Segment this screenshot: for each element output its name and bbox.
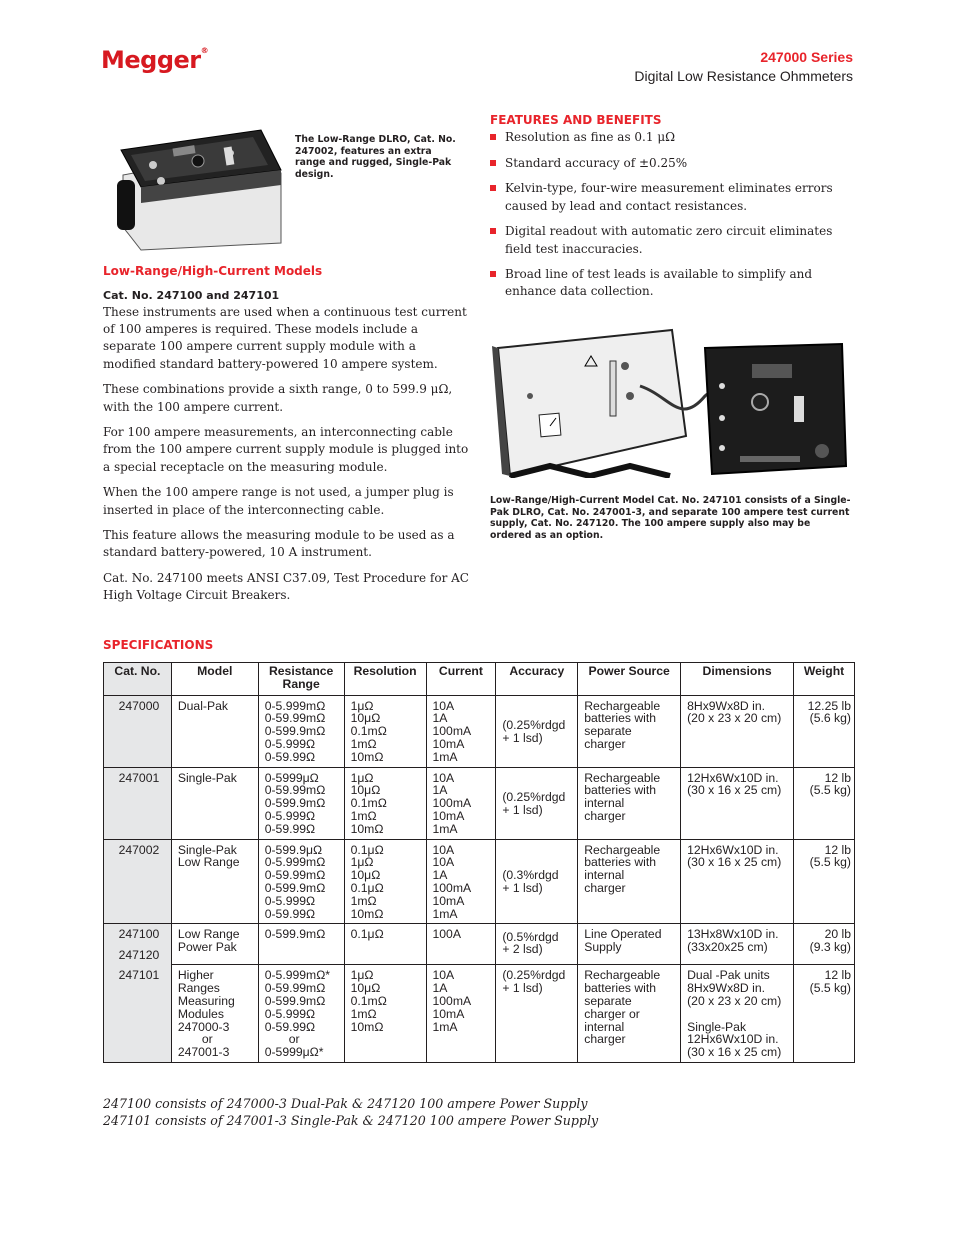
cell-line: 10mΩ — [350, 749, 384, 764]
table-note: 247101 consists of 247001-3 Single-Pak & 247120 100 ampere Power Supply — [103, 1112, 599, 1128]
column-header — [258, 663, 344, 696]
cell-line: 0.1mΩ — [350, 796, 387, 811]
table-cell-dimensions — [681, 767, 794, 839]
cell-line: (5.6 kg) — [809, 711, 851, 726]
cell-line: 1A — [432, 711, 448, 726]
cell-line: 10μΩ — [350, 868, 381, 883]
table-row — [104, 924, 855, 965]
clipped-footnote-fragment — [103, 1147, 107, 1153]
cell-line: 12Hx6Wx10D in. — [687, 1032, 779, 1047]
cell-line: (9.3 kg) — [809, 940, 851, 955]
cell-line: 10mA — [432, 893, 465, 908]
cell-line: 1μΩ — [350, 855, 374, 870]
logo-mark: ® — [200, 46, 209, 55]
table-cell-power — [578, 839, 681, 924]
cell-line: batteries with — [584, 981, 657, 996]
bullet-icon — [490, 134, 496, 140]
cell-line: 12.25 lb — [807, 698, 851, 713]
table-cell-resolution — [344, 839, 426, 924]
table-row — [104, 839, 855, 924]
cell-line: Low Range — [177, 855, 240, 870]
cell-line: 0-5999μΩ* — [264, 1045, 324, 1060]
cell-line: 0-59.99Ω — [264, 906, 316, 921]
cell-line: 1μΩ — [350, 698, 374, 713]
table-note: 247100 consists of 247000-3 Dual-Pak & 247120 100 ampere Power Supply — [103, 1096, 588, 1111]
cell-line: 0-59.99mΩ — [264, 711, 326, 726]
low-range-body — [103, 304, 469, 613]
cell-line: 12 lb — [824, 842, 851, 857]
table-cell-cat — [104, 924, 172, 965]
cell-line: 0-5.999mΩ* — [264, 968, 331, 983]
specifications-table — [103, 662, 855, 1063]
cell-line: 247100 — [118, 927, 160, 942]
cell-line: 1A — [432, 783, 448, 798]
table-cell-current — [426, 839, 496, 924]
cell-line: batteries with — [584, 783, 657, 798]
cell-line: charger or — [584, 1006, 640, 1021]
table-cell-range — [258, 924, 344, 965]
feature-text: Broad line of test leads is available to simplify and enhance data collection. — [505, 267, 813, 299]
cell-line: 20 lb — [824, 927, 851, 942]
table-cell-current — [426, 695, 496, 767]
cell-line: (0.5%rdgd — [502, 929, 559, 944]
table-cell-power — [578, 924, 681, 965]
cell-line: 0-5.999Ω — [264, 893, 316, 908]
table-cell-accuracy — [496, 695, 578, 767]
cell-line: 0.1μΩ — [350, 927, 384, 942]
cell-line: + 1 lsd) — [502, 802, 543, 817]
feature-item — [490, 155, 850, 172]
feature-text: Standard accuracy of ±0.25% — [505, 155, 688, 170]
dlro-247002-photo — [113, 125, 283, 255]
table-cell-model — [171, 839, 258, 924]
cell-line: 1mΩ — [350, 808, 377, 823]
cell-line: batteries with — [584, 855, 657, 870]
feature-text: Kelvin-type, four-wire measurement eliminates errors caused by lead and contact resistances. — [505, 181, 833, 213]
table-cell-model — [171, 695, 258, 767]
cell-line: + 2 lsd) — [502, 942, 543, 957]
cell-line: (30 x 16 x 25 cm) — [687, 1045, 782, 1060]
cell-line: 12Hx6Wx10D in. — [687, 842, 779, 857]
cell-line: Measuring — [177, 994, 235, 1009]
cell-line: charger — [584, 880, 626, 895]
cell-line: 0-599.9mΩ — [264, 927, 326, 942]
table-cell-weight — [794, 695, 855, 767]
table-cell-current — [426, 767, 496, 839]
cell-line: 0.1μΩ — [350, 880, 384, 895]
cell-line: 13Hx8Wx10D in. — [687, 927, 779, 942]
cell-line: 100mA — [432, 880, 472, 895]
cell-line: Dual -Pak units — [687, 968, 770, 983]
cell-line: 0-599.9mΩ — [264, 796, 326, 811]
cell-line: 247002 — [118, 842, 160, 857]
megger-logo — [101, 46, 208, 74]
cell-line: 10μΩ — [350, 783, 381, 798]
cell-line: 10mΩ — [350, 821, 384, 836]
low-range-paragraph: These instruments are used when a continuous test current of 100 amperes is required. These models include a separate 100 ampere current supply module with a modified standard battery-powered 10 ampere system. — [103, 305, 467, 371]
cell-line: 10A — [432, 770, 455, 785]
cell-line: charger — [584, 1032, 626, 1047]
cell-line: + 1 lsd) — [502, 981, 543, 996]
cell-line: internal — [584, 796, 625, 811]
specifications-heading: SPECIFICATIONS — [103, 638, 214, 652]
low-range-paragraph: This feature allows the measuring module to be used as a standard battery-powered, 10 A instrument. — [103, 528, 455, 560]
feature-item — [490, 180, 850, 214]
cell-line: 1A — [432, 868, 448, 883]
cell-line: Higher — [177, 968, 214, 983]
cell-line: (0.25%rdgd — [502, 789, 566, 804]
table-cell-dimensions — [681, 965, 794, 1063]
cell-line: 0-599.9mΩ — [264, 724, 326, 739]
cell-line: 100mA — [432, 724, 472, 739]
cell-line: 100mA — [432, 994, 472, 1009]
cell-line: 247120 — [118, 948, 160, 963]
cell-line: 10mA — [432, 808, 465, 823]
cell-line: 1mA — [432, 749, 458, 764]
features-list — [490, 129, 850, 309]
cell-line: Single-Pak — [177, 770, 237, 785]
cell-line: 0-59.99Ω — [264, 821, 316, 836]
cell-line: (5.5 kg) — [809, 981, 851, 996]
cell-line: 0-5.999mΩ — [264, 698, 326, 713]
cell-line: charger — [584, 808, 626, 823]
table-cell-power — [578, 965, 681, 1063]
table-cell-power — [578, 695, 681, 767]
cell-line: 247000 — [118, 698, 160, 713]
cell-line: 100A — [432, 927, 461, 942]
low-range-paragraph: When the 100 ampere range is not used, a jumper plug is inserted in place of the interconnecting cable. — [103, 485, 454, 517]
table-cell-current — [426, 924, 496, 965]
cell-line: Power Pak — [177, 940, 237, 955]
table-cell-model — [171, 924, 258, 965]
column-header: Accuracy — [496, 663, 578, 696]
table-cell-accuracy — [496, 839, 578, 924]
features-heading: FEATURES AND BENEFITS — [490, 113, 662, 127]
table-cell-model — [171, 767, 258, 839]
cell-line: 0-5.999Ω — [264, 736, 316, 751]
cell-line: 1mA — [432, 1019, 458, 1034]
table-cell-power — [578, 767, 681, 839]
cell-line: 0-5.999Ω — [264, 808, 316, 823]
table-cell-dimensions — [681, 839, 794, 924]
cell-line: 1mΩ — [350, 893, 377, 908]
cell-line: separate — [584, 994, 632, 1009]
bullet-icon — [490, 160, 496, 166]
cell-line: 1mΩ — [350, 736, 377, 751]
cell-line: 247101 — [118, 967, 160, 982]
cell-line: Line Operated — [584, 927, 662, 942]
table-cell-weight — [794, 839, 855, 924]
low-range-heading: Low-Range/High-Current Models — [103, 264, 323, 278]
cell-line: 0-59.99mΩ — [264, 783, 326, 798]
feature-item — [490, 129, 850, 146]
cell-line: 1mA — [432, 821, 458, 836]
cell-line: 10A — [432, 698, 455, 713]
cell-line: 10mA — [432, 736, 465, 751]
column-header: Current — [426, 663, 496, 696]
cell-line: Ranges — [177, 981, 220, 996]
table-cell-resolution — [344, 695, 426, 767]
table-cell-range — [258, 965, 344, 1063]
feature-item — [490, 223, 850, 257]
cell-line: (30 x 16 x 25 cm) — [687, 783, 782, 798]
cell-line: or — [201, 1032, 213, 1047]
cell-line: 0-599.9mΩ — [264, 994, 326, 1009]
table-cell-cat — [104, 965, 172, 1063]
cell-line: 12Hx6Wx10D in. — [687, 770, 779, 785]
photo2-caption: Low-Range/High-Current Model Cat. No. 247101 consists of a Single-Pak DLRO, Cat. No. 247001-3, and separate 100 ampere test current supply, Cat. No. 247120. The 100 ampere supply also may be ordered as an option. — [490, 495, 851, 541]
cell-line: (0.3%rdgd — [502, 868, 559, 883]
table-cell-current — [426, 965, 496, 1063]
column-header: Dimensions — [681, 663, 794, 696]
table-cell-accuracy — [496, 965, 578, 1063]
cell-line: 1μΩ — [350, 770, 374, 785]
bullet-icon — [490, 228, 496, 234]
cell-line: Rechargeable — [584, 770, 661, 785]
cell-line: Supply — [584, 940, 622, 955]
cell-line: Low Range — [177, 927, 240, 942]
cell-line: Rechargeable — [584, 698, 661, 713]
table-cell-resolution — [344, 924, 426, 965]
cell-line: 100mA — [432, 796, 472, 811]
cell-line: 10mΩ — [350, 906, 384, 921]
cell-line: 10mA — [432, 1006, 465, 1021]
table-cell-range — [258, 767, 344, 839]
bullet-icon — [490, 271, 496, 277]
cell-line: 0-5.999Ω — [264, 1006, 316, 1021]
cell-line: batteries with — [584, 711, 657, 726]
table-cell-cat — [104, 695, 172, 767]
cell-line: 10A — [432, 842, 455, 857]
cell-line: (20 x 23 x 20 cm) — [687, 711, 782, 726]
cell-line: Single-Pak — [177, 842, 237, 857]
series-subtitle: Digital Low Resistance Ohmmeters — [634, 68, 853, 84]
cell-line: 0-599.9μΩ — [264, 842, 323, 857]
feature-text: Resolution as fine as 0.1 μΩ — [505, 130, 676, 144]
cell-line: charger — [584, 736, 626, 751]
table-cell-accuracy — [496, 767, 578, 839]
cell-line: 0-59.99mΩ — [264, 981, 326, 996]
cell-line: 10A — [432, 968, 455, 983]
cell-line: 0-59.99Ω — [264, 1019, 316, 1034]
low-range-paragraph: For 100 ampere measurements, an interconnecting cable from the 100 ampere current supply module is plugged into a special receptacle on the measuring module. — [103, 425, 469, 474]
cell-line — [687, 1008, 790, 1021]
cell-line: 1mA — [432, 906, 458, 921]
table-row — [104, 767, 855, 839]
cell-line: separate — [584, 724, 632, 739]
cell-line: 12 lb — [824, 770, 851, 785]
table-row — [104, 965, 855, 1063]
cell-line: internal — [584, 1019, 625, 1034]
cell-line: 0-5999μΩ — [264, 770, 319, 785]
cell-line: 247001 — [118, 770, 160, 785]
cell-line: + 1 lsd) — [502, 730, 543, 745]
cell-line: (5.5 kg) — [809, 855, 851, 870]
photo1-caption: The Low-Range DLRO, Cat. No. 247002, features an extra range and rugged, Single-Pak design. — [295, 134, 456, 180]
low-range-paragraph: These combinations provide a sixth range, 0 to 599.9 μΩ, with the 100 ampere current. — [103, 382, 453, 414]
cell-line: 8Hx9Wx8D in. — [687, 981, 765, 996]
column-header: Cat. No. — [104, 663, 172, 696]
cell-line: Modules — [177, 1006, 224, 1021]
cell-line: 247000-3 — [177, 1019, 230, 1034]
low-range-paragraph: Cat. No. 247100 meets ANSI C37.09, Test Procedure for AC High Voltage Circuit Breakers. — [103, 571, 469, 603]
column-header: Model — [171, 663, 258, 696]
table-notes — [103, 1096, 598, 1129]
cell-line: internal — [584, 868, 625, 883]
cell-line: 1A — [432, 981, 448, 996]
logo-text: Megger — [101, 46, 201, 74]
table-cell-weight — [794, 924, 855, 965]
cell-line: 0.1mΩ — [350, 724, 387, 739]
table-cell-weight — [794, 965, 855, 1063]
series-header — [634, 49, 853, 84]
cell-line: 1mΩ — [350, 1006, 377, 1021]
cell-line: or — [288, 1032, 300, 1047]
table-cell-resolution — [344, 965, 426, 1063]
cell-line: Single-Pak — [687, 1019, 747, 1034]
cell-line: (0.25%rdgd — [502, 717, 566, 732]
cell-line: 0-59.99mΩ — [264, 868, 326, 883]
cell-line: 10μΩ — [350, 981, 381, 996]
cell-line: Dual-Pak — [177, 698, 228, 713]
column-header — [578, 663, 681, 696]
dlro-247101-photo — [490, 326, 852, 478]
table-cell-range — [258, 839, 344, 924]
feature-text: Digital readout with automatic zero circuit eliminates field test inaccuracies. — [505, 224, 833, 256]
low-range-subheading: Cat. No. 247100 and 247101 — [103, 289, 280, 302]
table-cell-resolution — [344, 767, 426, 839]
feature-item — [490, 266, 850, 300]
table-cell-cat — [104, 839, 172, 924]
cell-line: Rechargeable — [584, 842, 661, 857]
column-header: Resolution — [344, 663, 426, 696]
table-header-row — [104, 663, 855, 696]
cell-line: 10μΩ — [350, 711, 381, 726]
table-cell-dimensions — [681, 924, 794, 965]
cell-line: (20 x 23 x 20 cm) — [687, 994, 782, 1009]
bullet-icon — [490, 185, 496, 191]
cell-line: 0-5.999mΩ — [264, 855, 326, 870]
series-title: 247000 Series — [760, 49, 853, 65]
cell-line: 0.1mΩ — [350, 994, 387, 1009]
cell-line: 0.1μΩ — [350, 842, 384, 857]
table-row — [104, 695, 855, 767]
cell-line: 0-59.99Ω — [264, 749, 316, 764]
cell-line: (5.5 kg) — [809, 783, 851, 798]
cell-line: 12 lb — [824, 968, 851, 983]
table-cell-model — [171, 965, 258, 1063]
cell-line: (33x20x25 cm) — [687, 940, 768, 955]
table-cell-cat — [104, 767, 172, 839]
cell-line: 10mΩ — [350, 1019, 384, 1034]
cell-line: 247001-3 — [177, 1045, 230, 1060]
cell-line: 10A — [432, 855, 455, 870]
table-cell-dimensions — [681, 695, 794, 767]
column-header-text: Resistance Range — [268, 664, 334, 691]
cell-line: 8Hx9Wx8D in. — [687, 698, 765, 713]
cell-line: + 1 lsd) — [502, 880, 543, 895]
cell-line: Rechargeable — [584, 968, 661, 983]
table-cell-weight — [794, 767, 855, 839]
table-cell-range — [258, 695, 344, 767]
table-cell-accuracy — [496, 924, 578, 965]
column-header: Weight — [794, 663, 855, 696]
column-header-text: Power Source — [588, 664, 670, 678]
cell-line: (0.25%rdgd — [502, 968, 566, 983]
cell-line: (30 x 16 x 25 cm) — [687, 855, 782, 870]
cell-line: 0-599.9mΩ — [264, 880, 326, 895]
cell-line: 1μΩ — [350, 968, 374, 983]
